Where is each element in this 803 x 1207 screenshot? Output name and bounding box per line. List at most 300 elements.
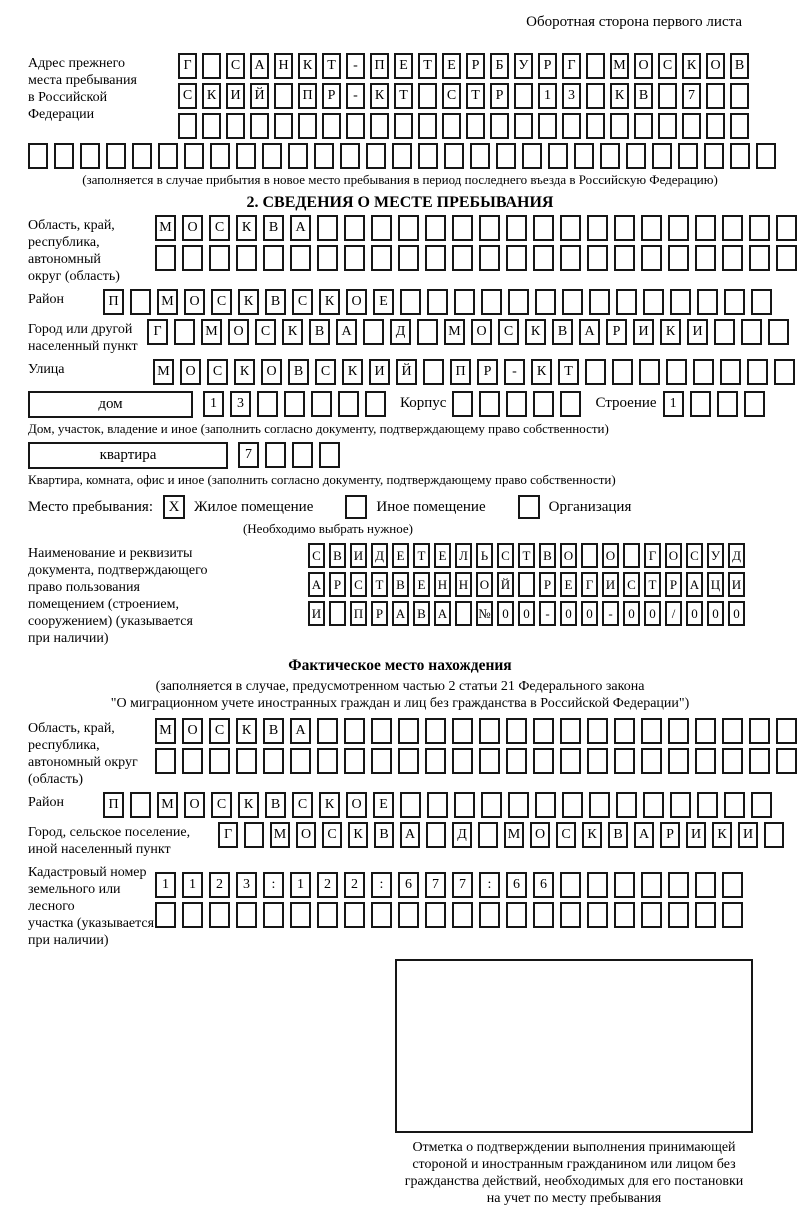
char-cell[interactable]: А: [434, 601, 451, 626]
char-cell[interactable]: 0: [644, 601, 661, 626]
char-cell[interactable]: [587, 902, 608, 928]
char-cell[interactable]: [292, 442, 313, 468]
char-cell[interactable]: [744, 391, 765, 417]
cadastre-row-1[interactable]: [155, 872, 772, 898]
char-cell[interactable]: [155, 748, 176, 774]
char-cell[interactable]: Р: [665, 572, 682, 597]
char-cell[interactable]: Е: [413, 572, 430, 597]
char-cell[interactable]: [730, 143, 750, 169]
char-cell[interactable]: [274, 83, 293, 109]
char-cell[interactable]: [722, 718, 743, 744]
char-cell[interactable]: [695, 215, 716, 241]
char-cell[interactable]: [322, 113, 341, 139]
char-cell[interactable]: [506, 245, 527, 271]
document-row-1[interactable]: [308, 543, 772, 568]
char-cell[interactable]: [392, 143, 412, 169]
char-cell[interactable]: [54, 143, 74, 169]
char-cell[interactable]: В: [263, 718, 284, 744]
char-cell[interactable]: 0: [686, 601, 703, 626]
char-cell[interactable]: 0: [623, 601, 640, 626]
char-cell[interactable]: [670, 792, 691, 818]
char-cell[interactable]: К: [234, 359, 255, 385]
char-cell[interactable]: [751, 289, 772, 315]
char-cell[interactable]: [452, 902, 473, 928]
char-cell[interactable]: К: [202, 83, 221, 109]
char-cell[interactable]: [560, 902, 581, 928]
char-cell[interactable]: Т: [558, 359, 579, 385]
char-cell[interactable]: [724, 792, 745, 818]
char-cell[interactable]: Й: [396, 359, 417, 385]
char-cell[interactable]: К: [282, 319, 303, 345]
char-cell[interactable]: А: [686, 572, 703, 597]
char-cell[interactable]: [749, 748, 770, 774]
char-cell[interactable]: [209, 748, 230, 774]
char-cell[interactable]: [690, 391, 711, 417]
char-cell[interactable]: [678, 143, 698, 169]
char-cell[interactable]: Н: [274, 53, 293, 79]
char-cell[interactable]: 0: [728, 601, 745, 626]
char-cell[interactable]: [398, 245, 419, 271]
char-cell[interactable]: [346, 113, 365, 139]
char-cell[interactable]: 0: [560, 601, 577, 626]
char-cell[interactable]: С: [658, 53, 677, 79]
char-cell[interactable]: [426, 822, 446, 848]
char-cell[interactable]: [298, 113, 317, 139]
char-cell[interactable]: О: [182, 215, 203, 241]
char-cell[interactable]: 3: [230, 391, 251, 417]
char-cell[interactable]: [614, 718, 635, 744]
char-cell[interactable]: О: [182, 718, 203, 744]
char-cell[interactable]: [262, 143, 282, 169]
char-cell[interactable]: [317, 215, 338, 241]
char-cell[interactable]: [730, 113, 749, 139]
char-cell[interactable]: С: [211, 792, 232, 818]
char-cell[interactable]: [722, 245, 743, 271]
char-cell[interactable]: Р: [539, 572, 556, 597]
char-cell[interactable]: [236, 143, 256, 169]
char-cell[interactable]: [616, 792, 637, 818]
char-cell[interactable]: [641, 718, 662, 744]
char-cell[interactable]: [518, 572, 535, 597]
char-cell[interactable]: Т: [413, 543, 430, 568]
char-cell[interactable]: К: [238, 792, 259, 818]
char-cell[interactable]: [338, 391, 359, 417]
char-cell[interactable]: А: [336, 319, 357, 345]
char-cell[interactable]: [589, 289, 610, 315]
char-cell[interactable]: [178, 113, 197, 139]
char-cell[interactable]: С: [497, 543, 514, 568]
char-cell[interactable]: 7: [425, 872, 446, 898]
char-cell[interactable]: -: [346, 83, 365, 109]
char-cell[interactable]: [562, 289, 583, 315]
char-cell[interactable]: [132, 143, 152, 169]
char-cell[interactable]: С: [350, 572, 367, 597]
char-cell[interactable]: [454, 792, 475, 818]
char-cell[interactable]: [226, 113, 245, 139]
char-cell[interactable]: [581, 543, 598, 568]
char-cell[interactable]: 3: [236, 872, 257, 898]
char-cell[interactable]: [479, 245, 500, 271]
prev-address-row-3[interactable]: [178, 113, 772, 139]
city-row[interactable]: [147, 319, 795, 345]
char-cell[interactable]: [658, 83, 677, 109]
char-cell[interactable]: [319, 442, 340, 468]
char-cell[interactable]: М: [155, 215, 176, 241]
char-cell[interactable]: В: [730, 53, 749, 79]
char-cell[interactable]: Ц: [707, 572, 724, 597]
char-cell[interactable]: [479, 748, 500, 774]
char-cell[interactable]: [668, 872, 689, 898]
char-cell[interactable]: К: [582, 822, 602, 848]
char-cell[interactable]: [614, 872, 635, 898]
char-cell[interactable]: [562, 792, 583, 818]
char-cell[interactable]: М: [153, 359, 174, 385]
char-cell[interactable]: [666, 359, 687, 385]
char-cell[interactable]: И: [350, 543, 367, 568]
char-cell[interactable]: О: [602, 543, 619, 568]
char-cell[interactable]: [398, 215, 419, 241]
char-cell[interactable]: Р: [466, 53, 485, 79]
char-cell[interactable]: [533, 748, 554, 774]
char-cell[interactable]: В: [265, 289, 286, 315]
char-cell[interactable]: [749, 215, 770, 241]
char-cell[interactable]: О: [560, 543, 577, 568]
char-cell[interactable]: [747, 359, 768, 385]
char-cell[interactable]: [533, 245, 554, 271]
char-cell[interactable]: Р: [490, 83, 509, 109]
char-cell[interactable]: 6: [506, 872, 527, 898]
char-cell[interactable]: [508, 289, 529, 315]
char-cell[interactable]: [756, 143, 776, 169]
char-cell[interactable]: 0: [581, 601, 598, 626]
char-cell[interactable]: [741, 319, 762, 345]
stroenie-cells[interactable]: [663, 391, 771, 417]
char-cell[interactable]: Д: [452, 822, 472, 848]
char-cell[interactable]: [417, 319, 438, 345]
char-cell[interactable]: С: [226, 53, 245, 79]
char-cell[interactable]: Н: [434, 572, 451, 597]
char-cell[interactable]: Г: [218, 822, 238, 848]
char-cell[interactable]: [641, 902, 662, 928]
char-cell[interactable]: [535, 792, 556, 818]
char-cell[interactable]: [668, 245, 689, 271]
char-cell[interactable]: [470, 143, 490, 169]
char-cell[interactable]: К: [682, 53, 701, 79]
char-cell[interactable]: [344, 902, 365, 928]
char-cell[interactable]: А: [400, 822, 420, 848]
char-cell[interactable]: [398, 902, 419, 928]
char-cell[interactable]: [28, 143, 48, 169]
char-cell[interactable]: [776, 215, 797, 241]
char-cell[interactable]: Р: [538, 53, 557, 79]
char-cell[interactable]: [344, 718, 365, 744]
char-cell[interactable]: В: [608, 822, 628, 848]
char-cell[interactable]: :: [479, 872, 500, 898]
char-cell[interactable]: [714, 319, 735, 345]
char-cell[interactable]: Г: [562, 53, 581, 79]
char-cell[interactable]: [652, 143, 672, 169]
char-cell[interactable]: Н: [455, 572, 472, 597]
char-cell[interactable]: П: [350, 601, 367, 626]
char-cell[interactable]: [776, 748, 797, 774]
char-cell[interactable]: М: [504, 822, 524, 848]
char-cell[interactable]: О: [530, 822, 550, 848]
char-cell[interactable]: [776, 718, 797, 744]
char-cell[interactable]: [317, 718, 338, 744]
char-cell[interactable]: В: [265, 792, 286, 818]
char-cell[interactable]: Г: [178, 53, 197, 79]
char-cell[interactable]: О: [346, 792, 367, 818]
char-cell[interactable]: [418, 143, 438, 169]
char-cell[interactable]: [614, 748, 635, 774]
char-cell[interactable]: С: [209, 718, 230, 744]
char-cell[interactable]: Б: [490, 53, 509, 79]
char-cell[interactable]: [614, 215, 635, 241]
char-cell[interactable]: И: [738, 822, 758, 848]
char-cell[interactable]: [236, 902, 257, 928]
char-cell[interactable]: [668, 718, 689, 744]
char-cell[interactable]: С: [255, 319, 276, 345]
char-cell[interactable]: В: [288, 359, 309, 385]
char-cell[interactable]: А: [290, 718, 311, 744]
char-cell[interactable]: [479, 902, 500, 928]
char-cell[interactable]: [244, 822, 264, 848]
char-cell[interactable]: [425, 718, 446, 744]
char-cell[interactable]: К: [531, 359, 552, 385]
char-cell[interactable]: 1: [182, 872, 203, 898]
char-cell[interactable]: [560, 718, 581, 744]
char-cell[interactable]: С: [292, 289, 313, 315]
char-cell[interactable]: [370, 113, 389, 139]
char-cell[interactable]: К: [319, 792, 340, 818]
char-cell[interactable]: О: [665, 543, 682, 568]
char-cell[interactable]: О: [346, 289, 367, 315]
char-cell[interactable]: [506, 215, 527, 241]
char-cell[interactable]: [587, 215, 608, 241]
char-cell[interactable]: [641, 748, 662, 774]
char-cell[interactable]: [202, 113, 221, 139]
char-cell[interactable]: [398, 718, 419, 744]
char-cell[interactable]: В: [374, 822, 394, 848]
char-cell[interactable]: [776, 245, 797, 271]
char-cell[interactable]: 0: [497, 601, 514, 626]
char-cell[interactable]: [184, 143, 204, 169]
char-cell[interactable]: [774, 359, 795, 385]
char-cell[interactable]: [749, 245, 770, 271]
char-cell[interactable]: [641, 872, 662, 898]
char-cell[interactable]: В: [413, 601, 430, 626]
char-cell[interactable]: 7: [682, 83, 701, 109]
char-cell[interactable]: [506, 391, 527, 417]
char-cell[interactable]: [425, 215, 446, 241]
char-cell[interactable]: Е: [373, 289, 394, 315]
char-cell[interactable]: [236, 748, 257, 774]
char-cell[interactable]: С: [686, 543, 703, 568]
char-cell[interactable]: А: [579, 319, 600, 345]
char-cell[interactable]: А: [392, 601, 409, 626]
char-cell[interactable]: [344, 215, 365, 241]
char-cell[interactable]: И: [369, 359, 390, 385]
char-cell[interactable]: Р: [606, 319, 627, 345]
char-cell[interactable]: М: [270, 822, 290, 848]
char-cell[interactable]: [643, 792, 664, 818]
char-cell[interactable]: [317, 748, 338, 774]
char-cell[interactable]: М: [157, 792, 178, 818]
char-cell[interactable]: 1: [663, 391, 684, 417]
prev-address-row-2[interactable]: [178, 83, 772, 109]
char-cell[interactable]: И: [633, 319, 654, 345]
char-cell[interactable]: [398, 748, 419, 774]
char-cell[interactable]: [623, 543, 640, 568]
char-cell[interactable]: [365, 391, 386, 417]
char-cell[interactable]: 1: [538, 83, 557, 109]
char-cell[interactable]: [610, 113, 629, 139]
char-cell[interactable]: [682, 113, 701, 139]
char-cell[interactable]: М: [155, 718, 176, 744]
char-cell[interactable]: Г: [581, 572, 598, 597]
char-cell[interactable]: [706, 83, 725, 109]
char-cell[interactable]: Е: [373, 792, 394, 818]
char-cell[interactable]: С: [556, 822, 576, 848]
char-cell[interactable]: [722, 872, 743, 898]
char-cell[interactable]: Р: [371, 601, 388, 626]
char-cell[interactable]: И: [308, 601, 325, 626]
char-cell[interactable]: [363, 319, 384, 345]
char-cell[interactable]: С: [315, 359, 336, 385]
char-cell[interactable]: [284, 391, 305, 417]
char-cell[interactable]: [479, 391, 500, 417]
char-cell[interactable]: О: [261, 359, 282, 385]
char-cell[interactable]: В: [392, 572, 409, 597]
char-cell[interactable]: С: [211, 289, 232, 315]
char-cell[interactable]: [182, 748, 203, 774]
char-cell[interactable]: [427, 289, 448, 315]
char-cell[interactable]: Ь: [476, 543, 493, 568]
char-cell[interactable]: :: [263, 872, 284, 898]
char-cell[interactable]: [288, 143, 308, 169]
char-cell[interactable]: В: [329, 543, 346, 568]
char-cell[interactable]: [130, 289, 151, 315]
char-cell[interactable]: В: [552, 319, 573, 345]
char-cell[interactable]: К: [712, 822, 732, 848]
char-cell[interactable]: [533, 718, 554, 744]
char-cell[interactable]: [514, 83, 533, 109]
char-cell[interactable]: [639, 359, 660, 385]
char-cell[interactable]: -: [602, 601, 619, 626]
char-cell[interactable]: М: [157, 289, 178, 315]
char-cell[interactable]: [479, 215, 500, 241]
char-cell[interactable]: [506, 718, 527, 744]
char-cell[interactable]: [400, 792, 421, 818]
char-cell[interactable]: 7: [238, 442, 259, 468]
char-cell[interactable]: [425, 902, 446, 928]
char-cell[interactable]: 2: [344, 872, 365, 898]
char-cell[interactable]: Т: [371, 572, 388, 597]
char-cell[interactable]: -: [504, 359, 525, 385]
char-cell[interactable]: Т: [466, 83, 485, 109]
char-cell[interactable]: [574, 143, 594, 169]
house-type-box[interactable]: дом: [28, 391, 193, 418]
char-cell[interactable]: Г: [644, 543, 661, 568]
char-cell[interactable]: [722, 748, 743, 774]
char-cell[interactable]: [400, 289, 421, 315]
char-cell[interactable]: [586, 113, 605, 139]
char-cell[interactable]: С: [498, 319, 519, 345]
char-cell[interactable]: [668, 748, 689, 774]
street-row[interactable]: [153, 359, 801, 385]
char-cell[interactable]: [481, 792, 502, 818]
char-cell[interactable]: [535, 289, 556, 315]
char-cell[interactable]: К: [236, 215, 257, 241]
char-cell[interactable]: [697, 289, 718, 315]
char-cell[interactable]: [560, 748, 581, 774]
char-cell[interactable]: [730, 83, 749, 109]
district-row[interactable]: [103, 289, 778, 315]
char-cell[interactable]: [452, 245, 473, 271]
char-cell[interactable]: [695, 872, 716, 898]
char-cell[interactable]: С: [308, 543, 325, 568]
char-cell[interactable]: [371, 718, 392, 744]
char-cell[interactable]: М: [201, 319, 222, 345]
char-cell[interactable]: [668, 215, 689, 241]
char-cell[interactable]: [371, 245, 392, 271]
char-cell[interactable]: [311, 391, 332, 417]
char-cell[interactable]: 2: [209, 872, 230, 898]
char-cell[interactable]: [538, 113, 557, 139]
char-cell[interactable]: [508, 792, 529, 818]
char-cell[interactable]: [658, 113, 677, 139]
char-cell[interactable]: -: [539, 601, 556, 626]
char-cell[interactable]: Т: [418, 53, 437, 79]
char-cell[interactable]: [695, 748, 716, 774]
char-cell[interactable]: Р: [477, 359, 498, 385]
char-cell[interactable]: [695, 718, 716, 744]
char-cell[interactable]: [455, 601, 472, 626]
char-cell[interactable]: [560, 215, 581, 241]
house-number-cells[interactable]: [203, 391, 392, 417]
char-cell[interactable]: [720, 359, 741, 385]
char-cell[interactable]: Т: [322, 53, 341, 79]
prev-address-row-4[interactable]: [28, 143, 772, 169]
char-cell[interactable]: [257, 391, 278, 417]
char-cell[interactable]: [481, 289, 502, 315]
char-cell[interactable]: [641, 215, 662, 241]
char-cell[interactable]: [560, 872, 581, 898]
char-cell[interactable]: О: [476, 572, 493, 597]
char-cell[interactable]: С: [623, 572, 640, 597]
char-cell[interactable]: -: [346, 53, 365, 79]
char-cell[interactable]: [616, 289, 637, 315]
char-cell[interactable]: Т: [518, 543, 535, 568]
checkbox-organization[interactable]: [518, 495, 540, 519]
char-cell[interactable]: [695, 245, 716, 271]
char-cell[interactable]: [263, 748, 284, 774]
char-cell[interactable]: У: [514, 53, 533, 79]
char-cell[interactable]: [764, 822, 784, 848]
char-cell[interactable]: О: [184, 289, 205, 315]
char-cell[interactable]: [158, 143, 178, 169]
char-cell[interactable]: Е: [560, 572, 577, 597]
char-cell[interactable]: [533, 215, 554, 241]
char-cell[interactable]: 1: [203, 391, 224, 417]
apartment-cells[interactable]: [238, 442, 346, 468]
char-cell[interactable]: С: [322, 822, 342, 848]
char-cell[interactable]: [210, 143, 230, 169]
char-cell[interactable]: [442, 113, 461, 139]
fact-region-row-2[interactable]: [155, 748, 803, 774]
char-cell[interactable]: [706, 113, 725, 139]
char-cell[interactable]: [478, 822, 498, 848]
